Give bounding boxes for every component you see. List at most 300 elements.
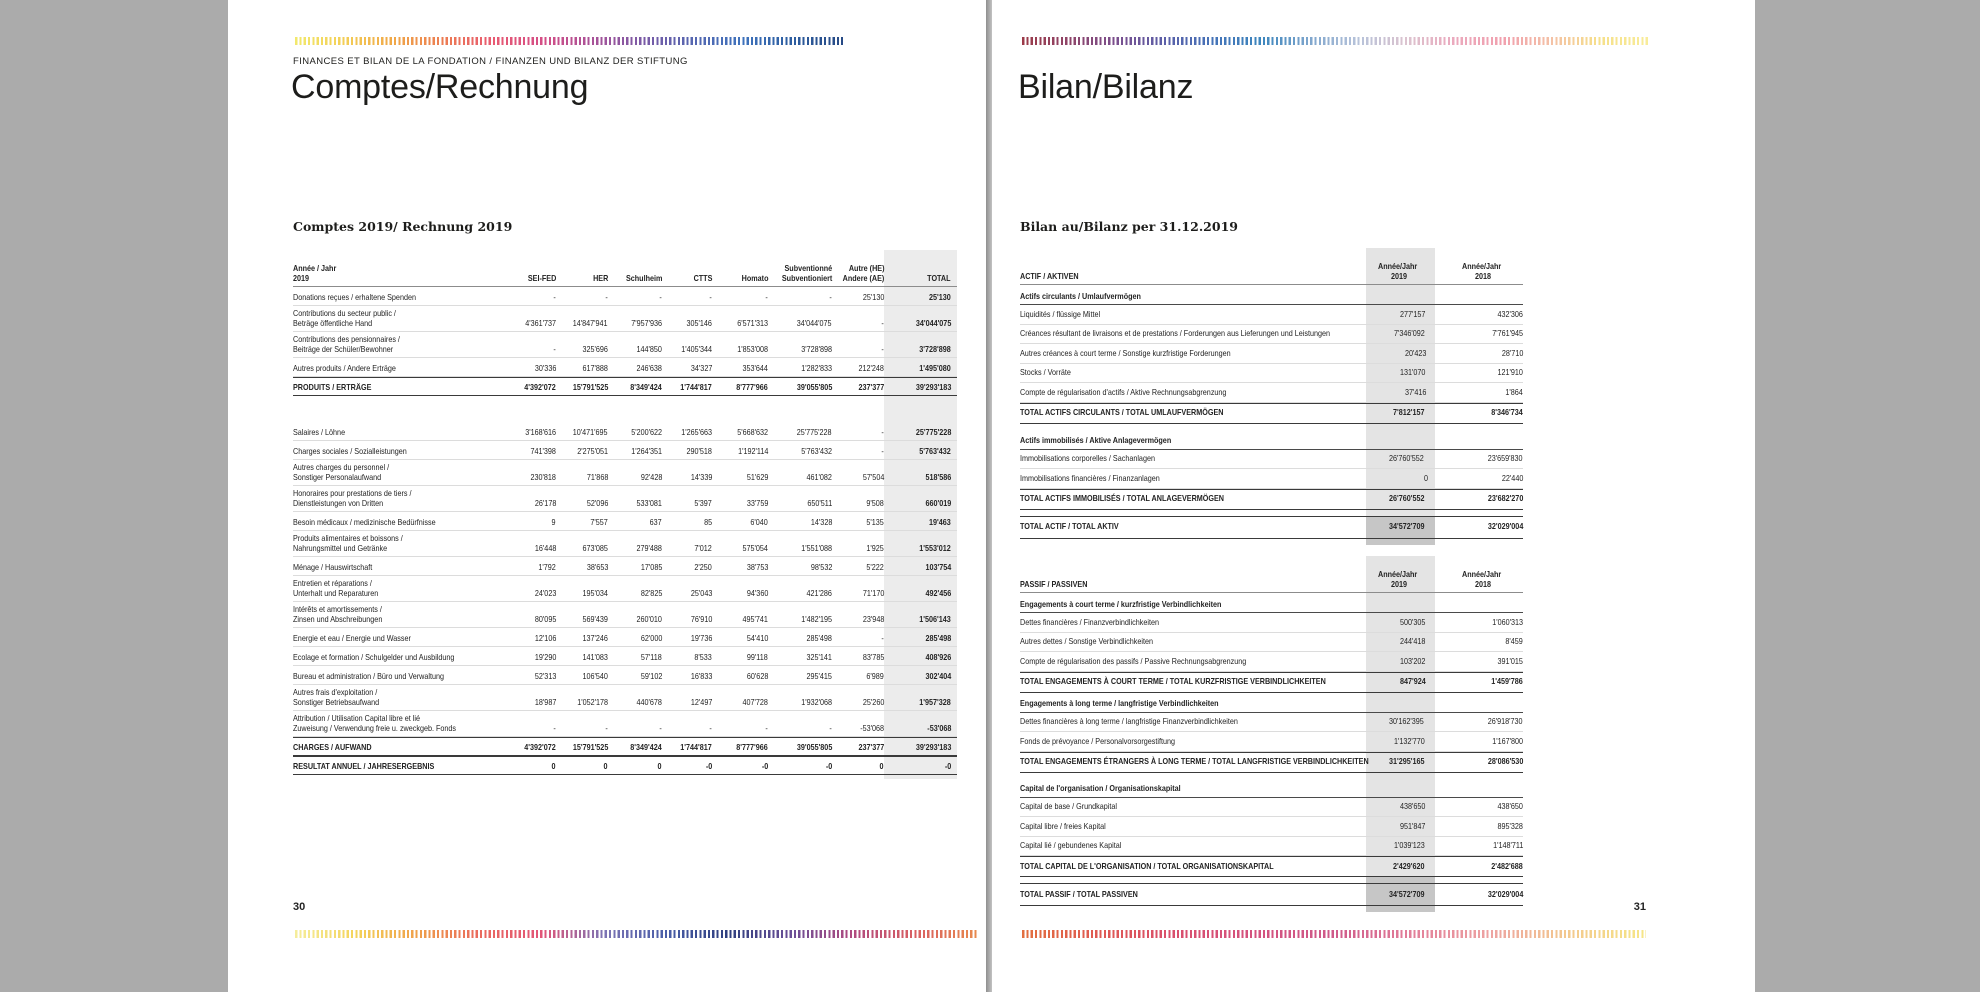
cell-2019-text: 103'202 xyxy=(1400,656,1426,666)
cell-value xyxy=(498,473,556,485)
cell-2018-text: 28'710 xyxy=(1501,348,1523,358)
cell-value xyxy=(884,743,957,755)
bilan-header-label xyxy=(1020,272,1366,284)
cell-value xyxy=(556,589,608,601)
cell-2019-text: 30'162'395 xyxy=(1389,717,1425,727)
cell-2018-text: 895'328 xyxy=(1497,821,1523,831)
cell-value xyxy=(556,447,608,459)
row-label-line-text: Attribution / Utilisation Capital libre et lié xyxy=(293,714,420,724)
cell-value xyxy=(662,364,712,376)
cell-2019 xyxy=(1366,490,1435,509)
table-row xyxy=(1020,713,1523,733)
cell-value xyxy=(884,544,957,556)
row-label-line-text: Besoin médicaux / medizinische Bedürfnisse xyxy=(293,517,436,527)
column-header xyxy=(884,274,957,286)
row-label xyxy=(293,335,498,357)
cell-value-text: 80'095 xyxy=(534,614,556,624)
cell-value-text: 38'653 xyxy=(586,562,608,572)
row-label-line-text: Energie et eau / Energie und Wasser xyxy=(293,633,411,643)
cell-value xyxy=(556,428,608,440)
cell-value xyxy=(712,428,768,440)
cell-2019-text: 31'295'165 xyxy=(1388,757,1425,767)
cell-value-text: 407'728 xyxy=(742,697,768,707)
row-label-line-text: TOTAL ENGAGEMENTS ÉTRANGERS À LONG TERME / TOTAL LANGFRISTIGE VERBINDLICHKEITEN xyxy=(1020,757,1369,767)
decor-strip-top-right xyxy=(1020,37,1648,45)
column-header-2018 xyxy=(1445,262,1523,284)
cell-value-text: 76'910 xyxy=(690,614,712,624)
row-label xyxy=(1020,802,1366,811)
cell-2019 xyxy=(1366,364,1435,383)
cell-value xyxy=(884,589,957,601)
cell-value-text: - xyxy=(765,292,768,302)
cell-value-text: 533'081 xyxy=(636,498,662,508)
cell-value xyxy=(881,344,957,357)
cell-value xyxy=(712,653,768,665)
row-label xyxy=(1020,522,1366,531)
cell-2018 xyxy=(1445,310,1523,319)
row-label-line-text: TOTAL CAPITAL DE L'ORGANISATION / TOTAL ORGANISATIONSKAPITAL xyxy=(1020,861,1274,871)
cell-value-text: 33'759 xyxy=(746,498,768,508)
cell-value-text: 14'847'941 xyxy=(573,318,608,328)
cell-value-text: -0 xyxy=(705,761,712,771)
row-label xyxy=(1020,310,1366,319)
row-label xyxy=(293,383,498,395)
row-label-line xyxy=(293,364,498,373)
row-label-line xyxy=(1020,677,1366,686)
table-row xyxy=(293,422,957,441)
column-header-line xyxy=(662,274,712,283)
cell-2018-text: 438'650 xyxy=(1497,802,1523,812)
cell-value xyxy=(556,544,608,556)
cell-value xyxy=(662,428,712,440)
cell-2019-text: 438'650 xyxy=(1400,802,1426,812)
row-label-line-text: TOTAL ENGAGEMENTS À COURT TERME / TOTAL KURZFRISTIGE VERBINDLICHKEITEN xyxy=(1020,677,1326,687)
table-row xyxy=(293,531,957,557)
cell-2018 xyxy=(1445,368,1523,377)
row-label-line xyxy=(1020,368,1366,377)
cell-value-text: 4'392'072 xyxy=(524,742,556,752)
cell-2018 xyxy=(1445,822,1523,831)
cell-2018-text: 391'015 xyxy=(1497,656,1523,666)
row-label xyxy=(1020,757,1369,767)
cell-value xyxy=(662,634,712,646)
row-label-line-text: Actifs circulants / Umlaufvermögen xyxy=(1020,291,1141,301)
bilan-header-label xyxy=(1020,580,1366,592)
cell-value-text: 353'644 xyxy=(742,363,768,373)
cell-value-text: 17'085 xyxy=(640,562,662,572)
cell-2019-text: 37'416 xyxy=(1404,387,1427,397)
table-row xyxy=(1020,285,1523,305)
cell-value xyxy=(884,615,957,627)
row-label-line xyxy=(293,579,498,588)
cell-value xyxy=(832,589,884,601)
cell-2019-text: 500'305 xyxy=(1400,617,1426,627)
cell-value xyxy=(498,383,556,395)
cell-value-text: 25'775'228 xyxy=(797,427,832,437)
row-label-line-text: Sonstiger Personalaufwand xyxy=(293,472,382,482)
cell-value-text: 8'349'424 xyxy=(630,382,662,392)
table-row xyxy=(293,486,957,512)
row-label-line-text: Liquidités / flüssige Mittel xyxy=(1020,309,1101,319)
row-label xyxy=(1020,699,1366,711)
table-row xyxy=(1020,305,1523,325)
row-label xyxy=(293,447,498,459)
cell-value xyxy=(768,473,832,485)
row-label-line xyxy=(293,743,498,752)
cell-2019-text: 1'039'123 xyxy=(1393,841,1425,851)
column-header-line-text: Autre (HE) xyxy=(848,264,884,274)
table-row xyxy=(1020,732,1523,752)
gap-row xyxy=(1020,539,1523,545)
row-label-line xyxy=(1020,408,1366,417)
column-header-2019 xyxy=(1366,248,1435,284)
cell-value-text: 30'336 xyxy=(534,363,556,373)
row-label-line xyxy=(293,534,498,543)
table-row xyxy=(1020,469,1523,489)
cell-2018 xyxy=(1445,637,1523,646)
cell-value-text: 2'250 xyxy=(694,562,712,572)
column-header-line-text: CTTS xyxy=(693,273,712,283)
cell-value xyxy=(498,319,556,331)
table-row xyxy=(1020,516,1523,539)
cell-value-text: 260'010 xyxy=(636,614,662,624)
header-year-line xyxy=(293,264,498,273)
cell-value-text: 83'785 xyxy=(862,652,884,662)
column-gap xyxy=(1435,709,1445,712)
cell-value-text: 1'551'088 xyxy=(801,543,832,553)
row-label-line xyxy=(1020,349,1366,358)
bilan-header-row xyxy=(1020,556,1523,593)
row-label-line xyxy=(1020,757,1369,767)
cell-value xyxy=(884,293,957,305)
cell-value-text: 8'533 xyxy=(694,652,712,662)
cell-value xyxy=(768,518,832,530)
cell-value xyxy=(884,724,957,736)
table-row xyxy=(293,628,957,647)
cell-value xyxy=(768,345,832,357)
cell-value xyxy=(498,653,556,665)
table-row xyxy=(293,602,957,628)
cell-value xyxy=(608,364,662,376)
row-label-line-text: Dettes financières à long terme / langfristige Finanzverbindlichkeiten xyxy=(1020,717,1238,727)
column-header-line xyxy=(884,274,951,283)
cell-value xyxy=(498,743,556,755)
comptes-table-title: Comptes 2019/ Rechnung 2019 xyxy=(293,219,513,234)
cell-2018 xyxy=(1445,388,1523,397)
cell-value xyxy=(662,544,712,556)
column-header-line-text: Andere (AE) xyxy=(842,273,884,283)
cell-2019 xyxy=(1366,753,1435,772)
row-label-line xyxy=(1020,436,1366,445)
row-label-line xyxy=(293,672,498,681)
cell-value-text: 5'200'622 xyxy=(631,427,662,437)
cell-value xyxy=(608,499,662,511)
table-row xyxy=(293,377,957,396)
cell-value xyxy=(712,473,768,485)
cell-value-text: 1'265'663 xyxy=(681,427,712,437)
cell-value xyxy=(881,318,957,331)
cell-value xyxy=(662,383,712,395)
cell-value-text: 7'557 xyxy=(590,517,608,527)
cell-value xyxy=(768,653,832,665)
row-label-line xyxy=(293,605,498,614)
cell-2018-text: 1'060'313 xyxy=(1492,617,1523,627)
cell-value-text: 230'818 xyxy=(530,472,556,482)
cell-value xyxy=(608,447,662,459)
row-label-line xyxy=(1020,494,1366,503)
column-header-2018-line-text: Année/Jahr xyxy=(1461,570,1501,580)
cell-value xyxy=(662,563,712,575)
cell-value-text: 9'508 xyxy=(866,498,884,508)
cell-2019-text: 2'429'620 xyxy=(1393,861,1425,871)
row-label xyxy=(293,463,498,485)
cell-2018 xyxy=(1445,494,1523,503)
table-row xyxy=(293,756,957,775)
row-label-line xyxy=(293,463,498,472)
row-label-line xyxy=(1020,637,1366,646)
cell-value xyxy=(832,634,884,646)
cell-value xyxy=(662,698,712,710)
cell-value-text: 52'096 xyxy=(586,498,608,508)
cell-2019 xyxy=(1366,285,1435,304)
cell-value xyxy=(712,544,768,556)
table-row xyxy=(293,685,957,711)
cell-value xyxy=(556,743,608,755)
cell-value xyxy=(768,319,832,331)
row-label-line xyxy=(293,698,498,707)
row-label-line-text: Salaires / Löhne xyxy=(293,427,346,437)
cell-value-text: 16'833 xyxy=(690,671,712,681)
cell-value xyxy=(659,723,712,736)
cell-2018 xyxy=(1445,609,1523,612)
column-header-line-text: SEI-FED xyxy=(527,273,556,283)
cell-value xyxy=(712,563,768,575)
column-header xyxy=(712,274,768,286)
cell-value xyxy=(884,672,957,684)
column-header-line xyxy=(498,274,556,283)
cell-value-text: 19'463 xyxy=(929,517,951,527)
cell-value-text: 25'043 xyxy=(690,588,712,598)
cell-2018 xyxy=(1445,841,1523,850)
cell-value xyxy=(556,672,608,684)
row-label-line-text: Actifs immobilisés / Aktive Anlagevermögen xyxy=(1020,436,1172,446)
row-label-line xyxy=(1020,329,1366,338)
cell-value xyxy=(884,518,957,530)
cell-2019 xyxy=(1366,673,1435,692)
cell-value-text: 99'118 xyxy=(747,652,768,662)
cell-value-text: 51'629 xyxy=(746,472,768,482)
row-label-line xyxy=(293,589,498,598)
row-label-line xyxy=(293,653,498,662)
row-label-line xyxy=(1020,292,1366,301)
table-row xyxy=(1020,837,1523,857)
cell-value xyxy=(832,544,884,556)
table-row xyxy=(1020,633,1523,653)
table-row xyxy=(1020,652,1523,672)
cell-2018 xyxy=(1445,618,1523,627)
row-label-line xyxy=(293,499,498,508)
table-row xyxy=(1020,383,1523,403)
cell-value-text: 15'791'525 xyxy=(572,742,608,752)
cell-value xyxy=(832,672,884,684)
cell-value xyxy=(608,473,662,485)
row-label-line xyxy=(293,544,498,553)
cell-value-text: 14'339 xyxy=(690,472,712,482)
cell-value-text: - xyxy=(829,292,832,302)
cell-value xyxy=(832,563,884,575)
table-row xyxy=(1020,693,1523,713)
cell-value-text: -0 xyxy=(944,761,951,771)
gap-band xyxy=(1366,877,1435,883)
cell-2019 xyxy=(1366,613,1435,632)
cell-value-text: 141'083 xyxy=(582,652,608,662)
cell-value xyxy=(768,634,832,646)
cell-value-text: 54'410 xyxy=(746,633,768,643)
cell-value xyxy=(498,724,556,736)
row-label xyxy=(1020,862,1366,871)
spacer-row xyxy=(293,396,957,422)
row-label-line-text: Charges sociales / Sozialleistungen xyxy=(293,446,407,456)
cell-value xyxy=(553,344,608,357)
cell-value-text: 1'957'328 xyxy=(919,697,951,707)
cell-value-text: 60'628 xyxy=(746,671,768,681)
cell-value-text: 34'327 xyxy=(690,363,712,373)
cell-value xyxy=(498,428,556,440)
cell-value xyxy=(662,499,712,511)
cell-2018 xyxy=(1445,677,1523,686)
cell-value-text: 39'293'183 xyxy=(915,382,951,392)
row-label xyxy=(1020,677,1366,686)
cell-value-text: 10'471'695 xyxy=(573,427,608,437)
row-label-line-text: TOTAL PASSIF / TOTAL PASSIVEN xyxy=(1020,889,1138,899)
cell-2018 xyxy=(1445,890,1523,899)
column-header xyxy=(498,274,556,286)
row-label-line-text: Capital de l'organisation / Organisationskapital xyxy=(1020,784,1181,794)
cell-value xyxy=(712,698,768,710)
row-label xyxy=(1020,717,1366,726)
cell-value-text: 98'532 xyxy=(810,562,832,572)
column-header-2019-line xyxy=(1391,580,1409,589)
cell-2018-text: 1'459'786 xyxy=(1491,677,1523,687)
cell-value-text: 25'260 xyxy=(862,697,884,707)
row-label xyxy=(293,293,498,305)
cell-value-text: 3'728'898 xyxy=(919,344,951,354)
row-label-line-text: Engagements à court terme / kurzfristige Verbindlichkeiten xyxy=(1020,599,1222,609)
table-row xyxy=(293,358,957,377)
row-label xyxy=(1020,600,1366,612)
row-label-line-text: Entretien et réparations / xyxy=(293,579,372,589)
cell-value xyxy=(498,364,556,376)
row-label xyxy=(1020,637,1366,646)
row-label-line-text: Immobilisations corporelles / Sachanlagen xyxy=(1020,454,1155,464)
cell-value-text: 144'850 xyxy=(636,344,662,354)
cell-value-text: 421'286 xyxy=(806,588,832,598)
cell-value xyxy=(608,563,662,575)
cell-2019 xyxy=(1366,857,1435,876)
row-label-line xyxy=(1020,737,1366,746)
cell-value xyxy=(553,292,608,305)
table-row xyxy=(1020,778,1523,798)
bilan-header-row xyxy=(1020,248,1523,285)
cell-value-text: 325'141 xyxy=(806,652,832,662)
cell-2018 xyxy=(1445,349,1523,358)
row-label-line xyxy=(1020,657,1366,666)
header-year-label xyxy=(293,264,498,286)
cell-value xyxy=(832,383,884,395)
cell-2019 xyxy=(1366,732,1435,751)
column-header-line xyxy=(832,274,884,283)
row-label-line xyxy=(293,615,498,624)
cell-value-text: 5'668'632 xyxy=(737,427,768,437)
cell-value xyxy=(832,319,884,331)
cell-value xyxy=(832,698,884,710)
row-label-line xyxy=(1020,388,1366,397)
row-label-line-text: Ecolage et formation / Schulgelder und Ausbildung xyxy=(293,652,455,662)
row-label-line-text: Donations reçues / erhaltene Spenden xyxy=(293,292,416,302)
left-page xyxy=(228,0,987,992)
cell-value-text: 440'678 xyxy=(636,697,662,707)
cell-2019 xyxy=(1366,469,1435,488)
row-label xyxy=(293,743,498,755)
decor-strip-bottom-left xyxy=(293,930,977,938)
cell-value xyxy=(884,698,957,710)
cell-value-text: 569'439 xyxy=(582,614,608,624)
row-label-line-text: Autres charges du personnel / xyxy=(293,463,390,473)
column-header-2018 xyxy=(1445,570,1523,592)
table-row xyxy=(1020,403,1523,424)
cell-value xyxy=(659,292,712,305)
cell-value-text: 39'055'805 xyxy=(796,382,832,392)
column-header xyxy=(832,264,884,286)
column-header-line-text: Schulheim xyxy=(625,273,662,283)
cell-2018 xyxy=(1445,717,1523,726)
row-label-line-text: Zinsen und Abschreibungen xyxy=(293,614,383,624)
cell-value-text: 0 xyxy=(603,761,608,771)
row-label xyxy=(293,634,498,646)
cell-value xyxy=(608,743,662,755)
cell-value-text: - xyxy=(881,633,884,643)
cell-2018-text: 23'659'830 xyxy=(1488,454,1523,464)
column-header-2018-line xyxy=(1445,570,1523,579)
row-label xyxy=(1020,657,1366,666)
row-label xyxy=(1020,408,1366,417)
column-header xyxy=(662,274,712,286)
cell-2019 xyxy=(1366,798,1435,817)
cell-value xyxy=(608,653,662,665)
cell-value-text: 0 xyxy=(657,761,662,771)
cell-value xyxy=(662,653,712,665)
cell-value xyxy=(712,364,768,376)
cell-value-text: - xyxy=(659,292,662,302)
cell-value-text: 461'082 xyxy=(806,472,832,482)
row-label xyxy=(293,688,498,710)
cell-value-text: 26'178 xyxy=(534,498,556,508)
cell-value xyxy=(884,563,957,575)
cell-value xyxy=(768,672,832,684)
cell-value xyxy=(768,698,832,710)
column-gap xyxy=(1435,609,1445,612)
cell-2018-text: 7'761'945 xyxy=(1492,329,1523,339)
cell-2018-text: 2'482'688 xyxy=(1491,861,1523,871)
row-label-line-text: Contributions du secteur public / xyxy=(293,309,396,319)
cell-value-text: - xyxy=(709,723,712,733)
cell-value-text: 0 xyxy=(879,761,884,771)
page-title-comptes: Comptes/Rechnung xyxy=(291,68,589,106)
column-header-2018-line-text: 2018 xyxy=(1474,579,1491,589)
cell-value-text: 1'052'178 xyxy=(577,697,608,707)
right-page xyxy=(992,0,1755,992)
row-label xyxy=(1020,349,1366,358)
